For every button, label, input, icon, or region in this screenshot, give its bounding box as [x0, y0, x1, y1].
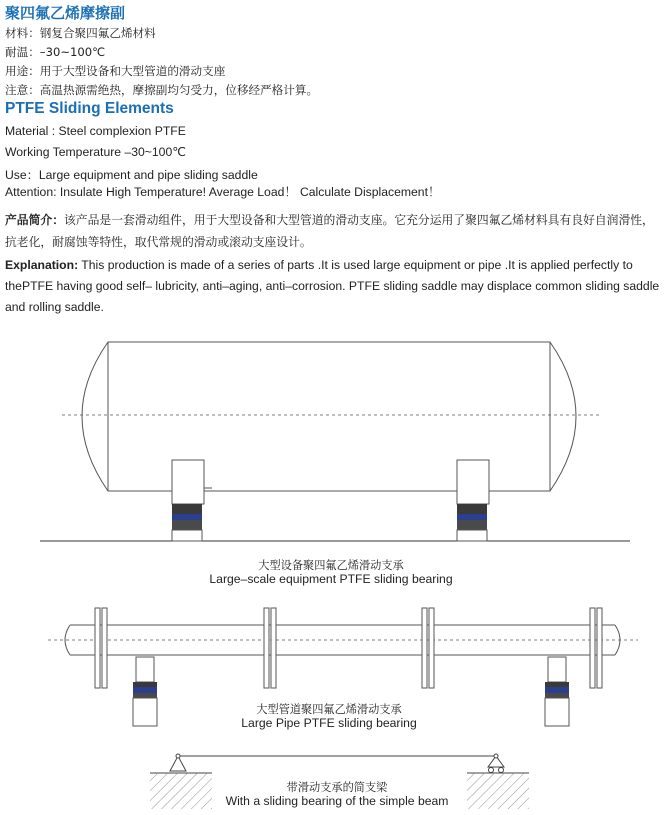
pipe-flanges [95, 608, 602, 688]
spec-attention-en: Attention: Insulate High Temperature! Average Load！ Calculate Displacement！ [5, 185, 441, 199]
spec-attention-cn: 注意：高温热源需绝热，摩擦副均匀受力，位移经严格计算。 [5, 83, 319, 97]
figure2-caption-cn: 大型管道聚四氟乙烯滑动支承 [256, 703, 402, 716]
figure3-caption-en: With a sliding bearing of the simple beam [225, 794, 449, 808]
figure1-caption-en: Large–scale equipment PTFE sliding bearing [209, 572, 453, 586]
beam-drawing [150, 754, 529, 773]
intro-text-cn: 该产品是一套滑动组件，用于大型设备和大型管道的滑动支座。它充分运用了聚四氟乙烯材料具有良好自润滑性，抗老化，耐腐蚀等特性，取代常规的滑动或滚动支座设计。 [5, 213, 654, 249]
figure1-caption-cn: 大型设备聚四氟乙烯滑动支承 [258, 559, 404, 572]
intro-label-cn: 产品简介： [5, 213, 64, 227]
intro-text-en: This production is made of a series of parts .It is used large equipment or pipe .It is applied perfectly to thePTFE having good self– lubricity, anti–aging, anti–corrosion. PTFE sliding saddle may displace common sliding saddle and rolling saddle. [5, 258, 660, 314]
spec-use-en: Use：Large equipment and pipe sliding saddle [5, 168, 258, 182]
vessel-drawing [40, 342, 630, 541]
vessel-bearing-left [172, 460, 212, 541]
spec-use-cn: 用途：用于大型设备和大型管道的滑动支座 [5, 64, 226, 78]
spec-material-cn: 材料：钢复合聚四氟乙烯材料 [5, 26, 156, 40]
title-english: PTFE Sliding Elements [5, 100, 174, 117]
figure2-caption-en: Large Pipe PTFE sliding bearing [241, 716, 417, 730]
spec-material-en: Material : Steel complexion PTFE [5, 124, 186, 138]
spec-temperature-en: Working Temperature –30~100℃ [5, 145, 186, 159]
title-chinese: 聚四氟乙烯摩擦副 [5, 4, 126, 22]
vessel-outline [82, 342, 576, 491]
figure3-caption-cn: 带滑动支承的简支梁 [286, 781, 388, 794]
spec-temperature-cn: 耐温：–30~100℃ [5, 45, 106, 59]
pipe-drawing [48, 625, 638, 655]
intro-label-en: Explanation: [5, 258, 79, 272]
vessel-bearing-right [457, 460, 489, 541]
